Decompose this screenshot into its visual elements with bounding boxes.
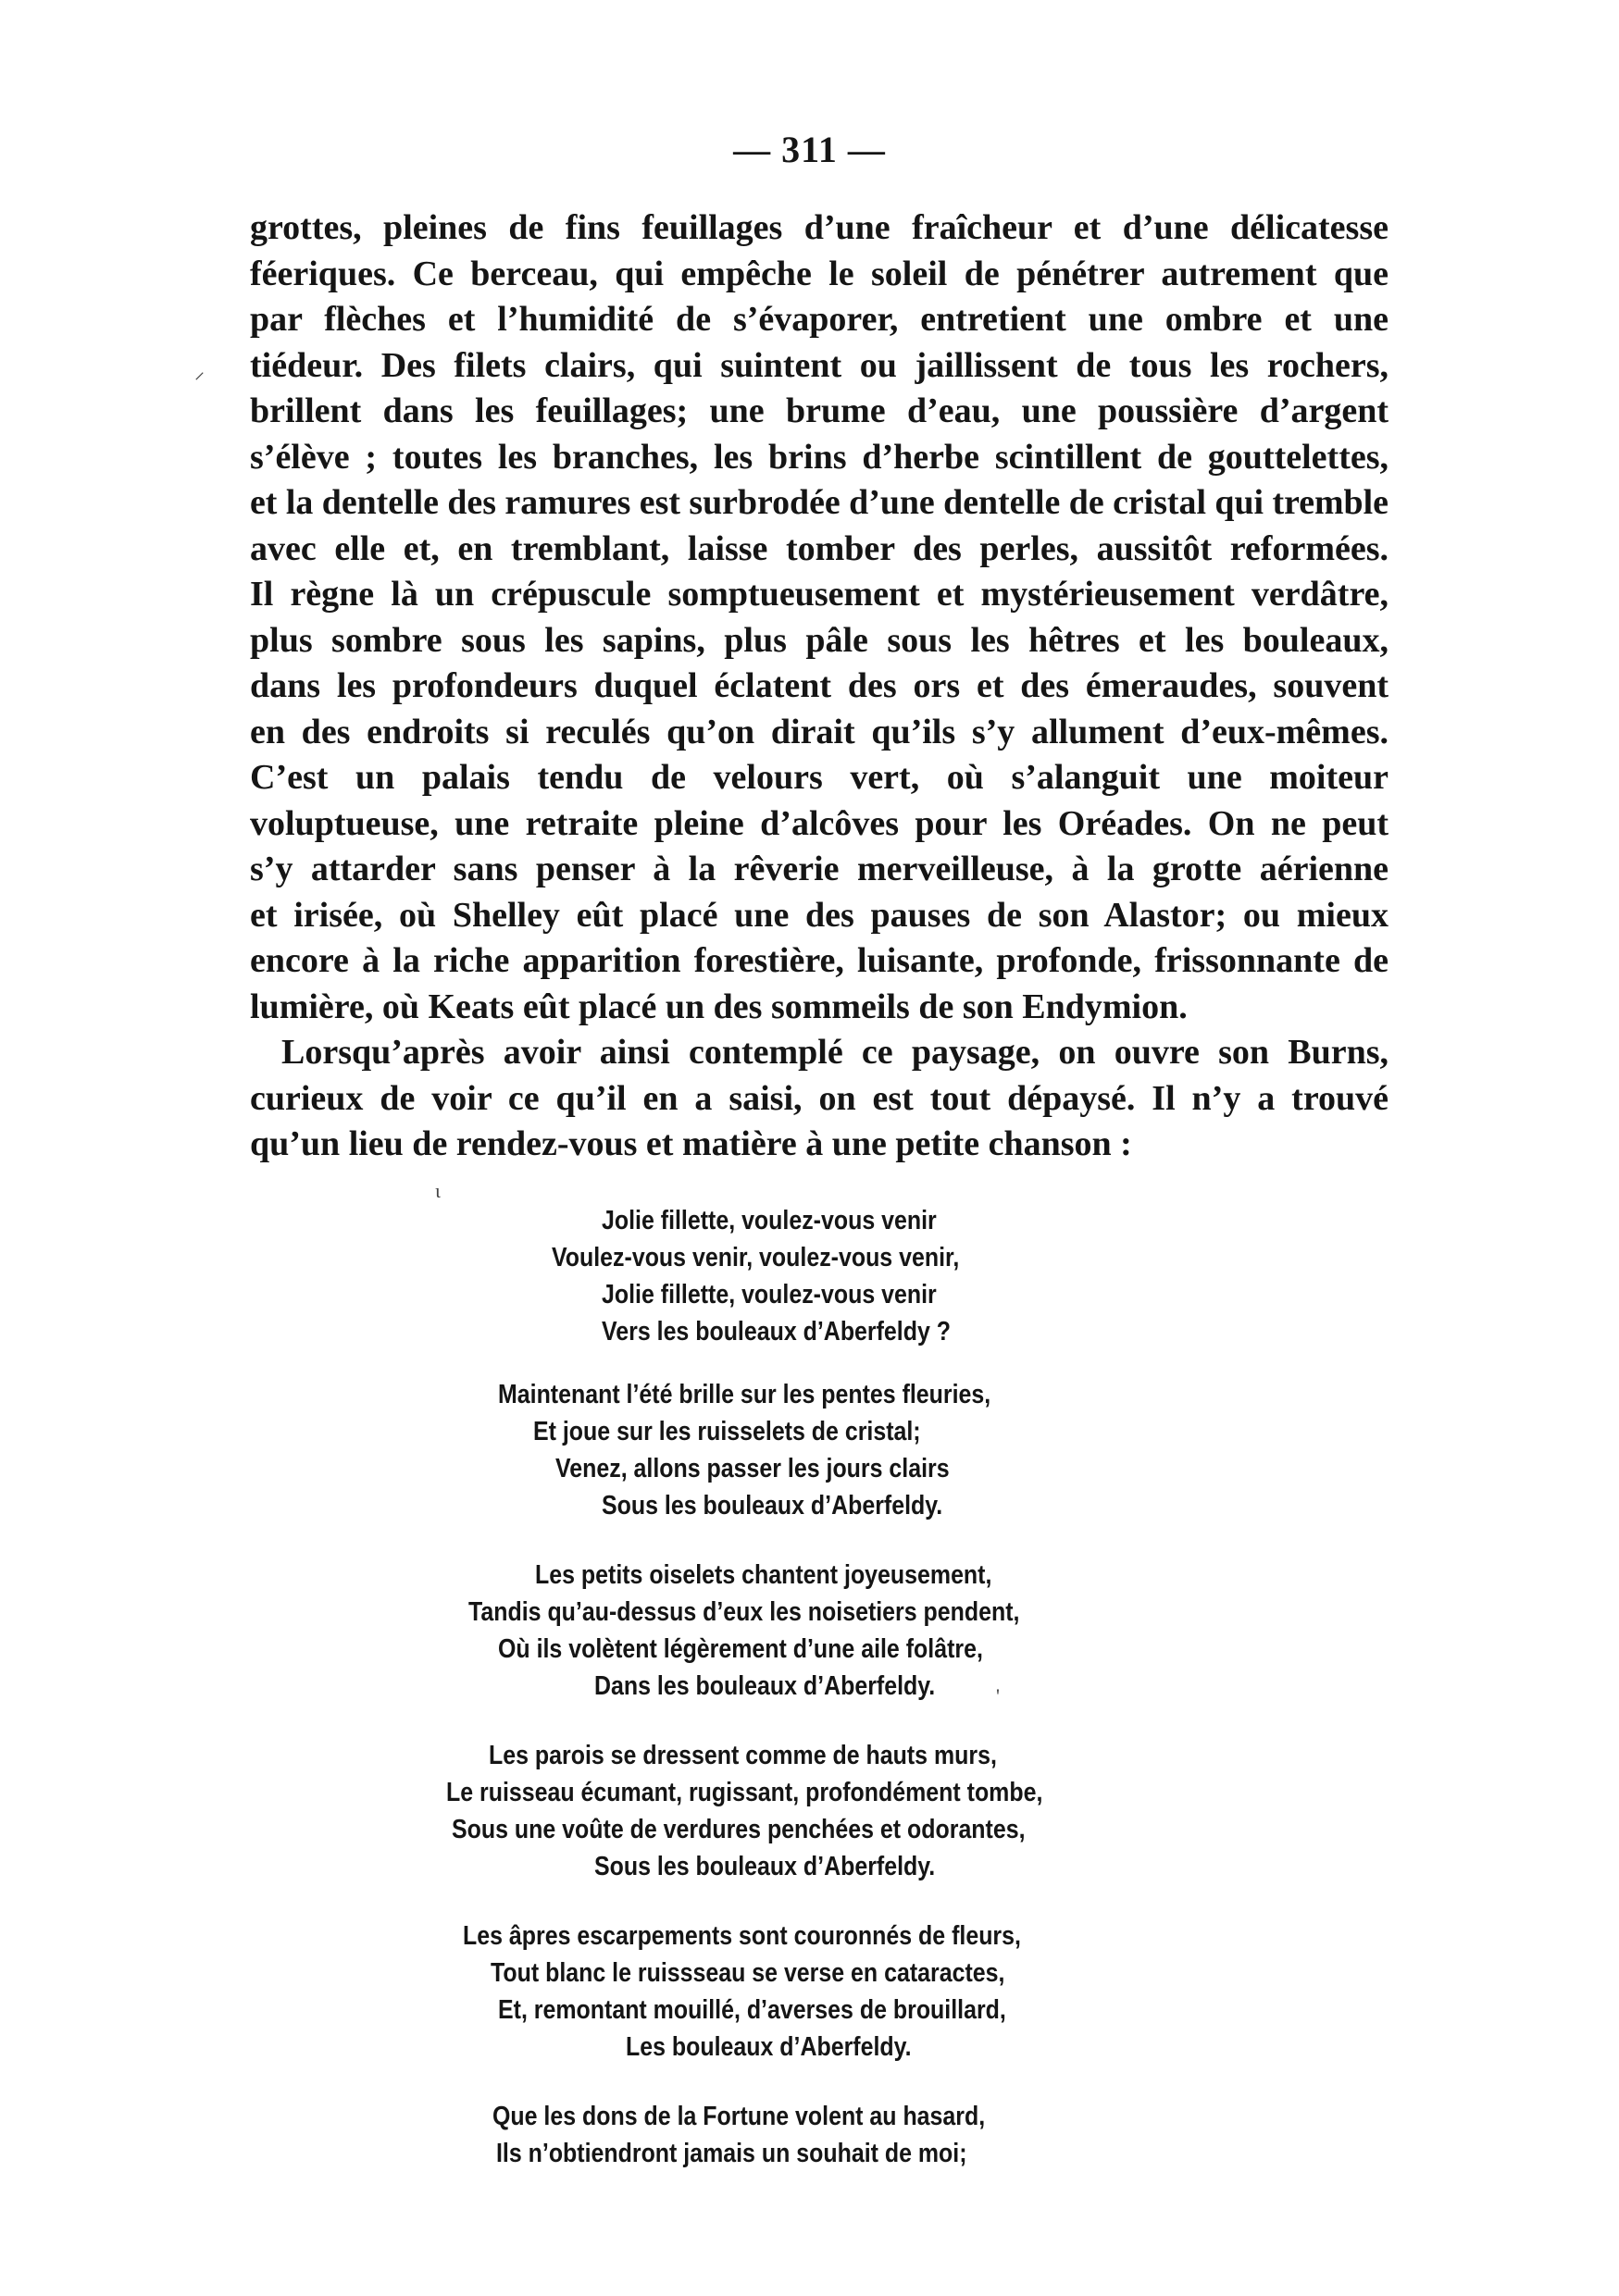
margin-mark: ⸍	[194, 368, 205, 391]
poem-line: Le ruisseau écumant, rugissant, profondément tombe,	[446, 1778, 1043, 1807]
margin-mark: '	[996, 1684, 1000, 1707]
prose-line: en des endroits si reculés qu’on dirait qu’ils s’y allument d’eux-mêmes.	[250, 712, 1389, 751]
poem-line: Tandis qu’au-dessus d’eux les noisetiers pendent,	[468, 1597, 1020, 1627]
poem-line: Où ils volètent légèrement d’une aile folâtre,	[498, 1634, 983, 1664]
poem-line: Sous les bouleaux d’Aberfeldy.	[594, 1852, 936, 1881]
prose-line: voluptueuse, une retraite pleine d’alcôves pour les Oréades. On ne peut	[250, 803, 1389, 843]
poem-line: Que les dons de la Fortune volent au hasard,	[492, 2102, 986, 2131]
prose-line: et la dentelle des ramures est surbrodée d’une dentelle de cristal qui tremble	[250, 483, 1389, 522]
poem-line: Et, remontant mouillé, d’averses de brouillard,	[498, 1995, 1006, 2025]
poem-line: Les âpres escarpements sont couronnés de fleurs,	[463, 1921, 1021, 1951]
prose-line: C’est un palais tendu de velours vert, où s’alanguit une moiteur	[250, 758, 1389, 797]
prose-line: grottes, pleines de fins feuillages d’une fraîcheur et d’une délicatesse	[250, 208, 1389, 247]
prose-line: féeriques. Ce berceau, qui empêche le soleil de pénétrer autrement que	[250, 254, 1389, 293]
poem-line: Sous les bouleaux d’Aberfeldy.	[602, 1491, 943, 1520]
poem-line: Sous une voûte de verdures penchées et odorantes,	[452, 1815, 1026, 1844]
margin-mark: ɩ	[435, 1179, 441, 1202]
poem-line: Les parois se dressent comme de hauts murs,	[489, 1741, 997, 1770]
prose-line: s’élève ; toutes les branches, les brins d’herbe scintillent de gouttelettes,	[250, 437, 1389, 477]
prose-line: qu’un lieu de rendez-vous et matière à une petite chanson :	[250, 1124, 1132, 1163]
poem-line: Dans les bouleaux d’Aberfeldy.	[594, 1671, 936, 1701]
poem-line: Vers les bouleaux d’Aberfeldy ?	[602, 1317, 952, 1347]
poem-line: Tout blanc le ruissseau se verse en cataractes,	[491, 1958, 1005, 1988]
prose-line: lumière, où Keats eût placé un des sommeils de son Endymion.	[250, 987, 1188, 1026]
poem-line: Maintenant l’été brille sur les pentes fleuries,	[498, 1380, 991, 1409]
prose-line: s’y attarder sans penser à la rêverie merveilleuse, à la grotte aérienne	[250, 850, 1389, 888]
poem-line: Les bouleaux d’Aberfeldy.	[626, 2032, 912, 2062]
prose-line: dans les profondeurs duquel éclatent des ors et des émeraudes, souvent	[250, 666, 1389, 705]
prose-line: par flèches et l’humidité de s’évaporer, entretient une ombre et une	[250, 300, 1389, 339]
prose-line: tiédeur. Des filets clairs, qui suintent ou jaillissent de tous les rochers,	[250, 345, 1389, 385]
page-number: — 311 —	[733, 129, 886, 170]
prose-line: brillent dans les feuillages; une brume d’eau, une poussière d’argent	[250, 391, 1389, 430]
prose-line: curieux de voir ce qu’il en a saisi, on est tout dépaysé. Il n’y a trouvé	[250, 1078, 1389, 1118]
poem-line: Et joue sur les ruisselets de cristal;	[533, 1417, 921, 1446]
poem-line: Ils n’obtiendront jamais un souhait de moi;	[496, 2139, 967, 2168]
prose-line: encore à la riche apparition forestière, luisante, profonde, frissonnante de	[250, 941, 1389, 980]
poem-line: Venez, allons passer les jours clairs	[555, 1454, 950, 1483]
prose-line: et irisée, où Shelley eût placé une des pauses de son Alastor; ou mieux	[250, 895, 1389, 935]
prose-line: Il règne là un crépuscule somptueusement et mystérieusement verdâtre,	[250, 575, 1389, 614]
poem-line: Voulez-vous venir, voulez-vous venir,	[552, 1243, 960, 1272]
prose-line: Lorsqu’après avoir ainsi contemplé ce paysage, on ouvre son Burns,	[281, 1033, 1389, 1072]
prose-paragraphs	[250, 205, 1389, 1168]
prose-line: avec elle et, en tremblant, laisse tomber des perles, aussitôt reformées.	[250, 528, 1389, 568]
poem-line: Les petits oiselets chantent joyeusement,	[535, 1560, 992, 1590]
poem-line: Jolie fillette, voulez-vous venir	[602, 1280, 937, 1309]
poem-line: Jolie fillette, voulez-vous venir	[602, 1206, 937, 1235]
prose-line: plus sombre sous les sapins, plus pâle sous les hêtres et les bouleaux,	[250, 620, 1389, 660]
